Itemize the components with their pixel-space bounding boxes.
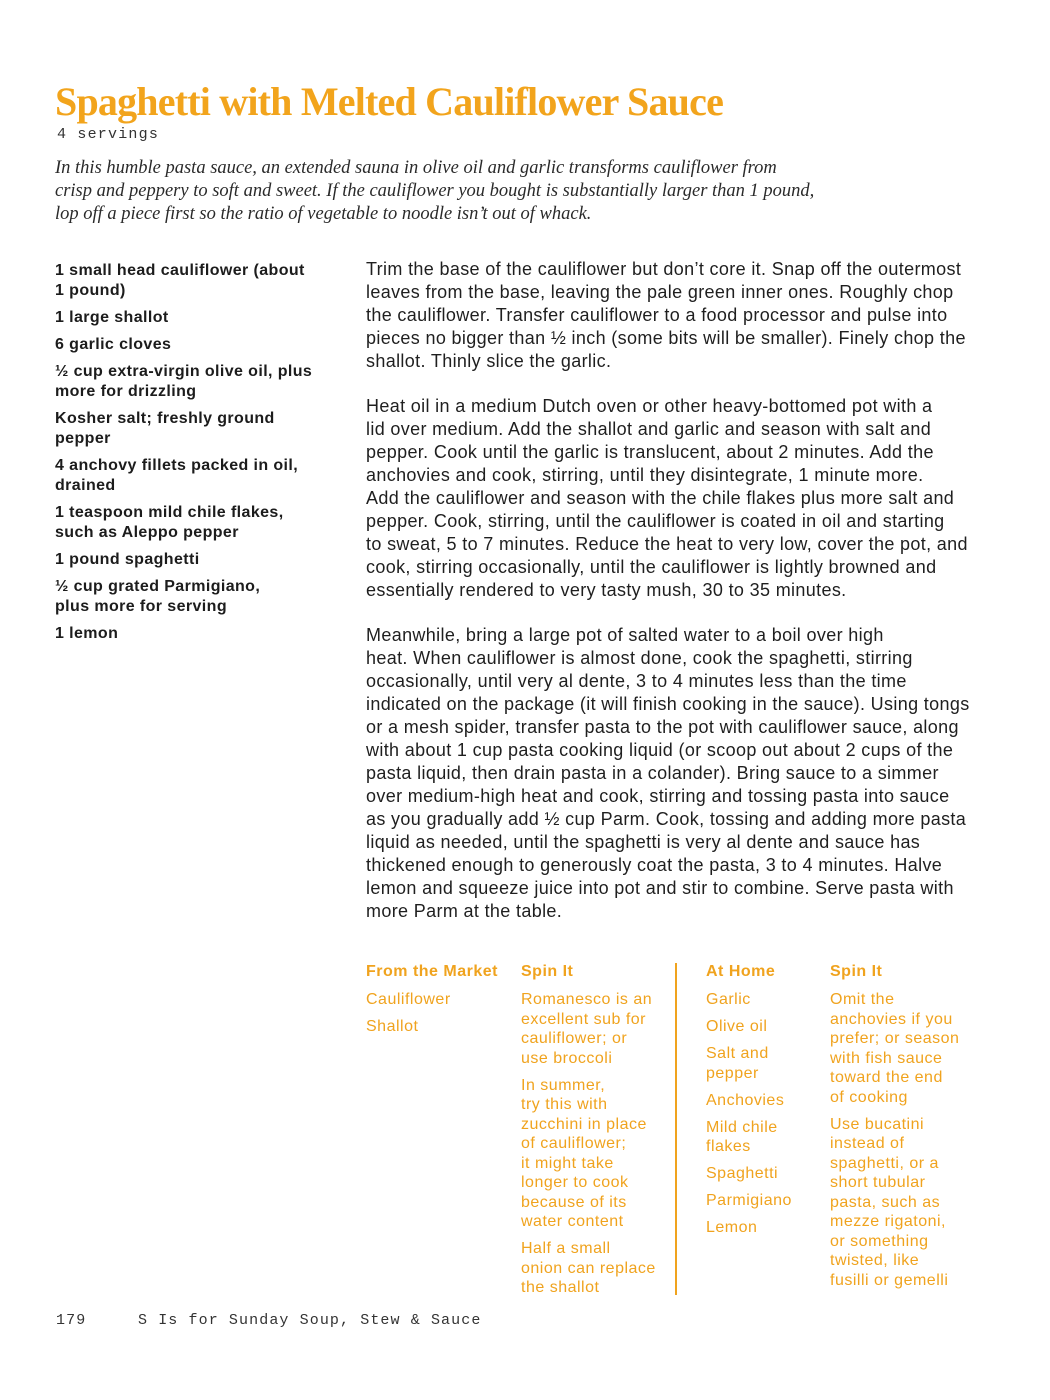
ingredient-line: pepper [55, 430, 111, 447]
method-line: over medium-high heat and cook, stirring and tossing pasta into sauce [366, 786, 950, 806]
spin-it-tip-line: Romanesco is an [521, 991, 653, 1008]
spin-it-tip-line: In summer, [521, 1076, 606, 1094]
spin-it-tip-line: of cooking [830, 1088, 908, 1106]
ingredient-item [55, 261, 345, 301]
ingredient-item [55, 456, 345, 496]
at-home-heading: At Home [706, 963, 776, 980]
spin-it-tip-line: Half a small [521, 1240, 611, 1257]
intro-line: lop off a piece first so the ratio of vegetable to noodle isn’t out of whack. [55, 204, 592, 224]
recipe-intro [55, 157, 814, 226]
method-line: pasta liquid, then drain pasta in a colander). Bring sauce to a simmer [366, 763, 939, 783]
spin-it-tip-line: prefer; or season [830, 1030, 960, 1047]
pantry-item [706, 1044, 792, 1083]
method-line: liquid as needed, until the spaghetti is very al dente and sauce has [366, 832, 921, 852]
intro-line: crisp and peppery to soft and sweet. If the cauliflower you bought is substantially larger than 1 pound, [55, 181, 815, 201]
ingredient-line: drained [55, 477, 116, 494]
method-line: anchovies and cook, stirring, until they disintegrate, 1 minute more. [366, 465, 924, 485]
pantry-item [706, 990, 792, 1010]
method-paragraph [366, 258, 1006, 373]
method-line: leaves from the base, leaving the pale green inner ones. Roughly chop [366, 282, 954, 302]
spin-it-tip-line: toward the end [830, 1069, 943, 1086]
ingredient-item [55, 362, 345, 402]
pantry-item [706, 1164, 792, 1184]
home-spin-it-heading: Spin It [830, 963, 883, 980]
ingredient-line: ½ cup extra-virgin olive oil, plus [55, 363, 313, 380]
spin-it-tip-line: use broccoli [521, 1049, 613, 1067]
spin-it-tip-line: try this with [521, 1096, 608, 1113]
method-line: Meanwhile, bring a large pot of salted water to a boil over high [366, 625, 884, 645]
ingredient-line: 6 garlic cloves [55, 336, 172, 353]
spin-it-tip-line: Use bucatini [830, 1115, 925, 1133]
pantry-item-line: Lemon [706, 1219, 758, 1236]
spin-it-tip-line: fusilli or gemelli [830, 1271, 949, 1289]
method-line: thickened enough to generously coat the pasta, 3 to 4 minutes. Halve [366, 855, 943, 875]
ingredient-item [55, 577, 345, 617]
pantry-item-line: Salt and [706, 1045, 769, 1062]
method-line: the cauliflower. Transfer cauliflower to a food processor and pulse into [366, 305, 948, 325]
pantry-item [706, 1218, 792, 1238]
method-paragraph [366, 395, 1006, 602]
spin-it-tip-line: cauliflower; or [521, 1030, 628, 1047]
spin-it-tip-line: water content [521, 1213, 624, 1230]
spin-it-tip-line: mezze rigatoni, [830, 1213, 946, 1230]
pantry-item [706, 1017, 792, 1037]
home-spin-it-column [830, 962, 959, 1298]
ingredient-line: 1 small head cauliflower (about [55, 262, 305, 279]
pantry-item [706, 1118, 792, 1157]
intro-line: In this humble pasta sauce, an extended sauna in olive oil and garlic transforms cauliflower from [55, 158, 777, 178]
method-paragraph [366, 624, 1006, 923]
at-home-column [706, 962, 792, 1245]
market-item-line: Shallot [366, 1018, 419, 1035]
spin-it-tip-line: or something [830, 1232, 929, 1250]
ingredient-item [55, 503, 345, 543]
spin-it-tip-line: with fish sauce [830, 1049, 943, 1067]
method-line: with about 1 cup pasta cooking liquid (or scoop out about 2 cups of the [366, 740, 954, 760]
ingredient-line: 1 teaspoon mild chile flakes, [55, 504, 284, 521]
spin-it-tip-line: anchovies if you [830, 1010, 953, 1028]
method-line: more Parm at the table. [366, 901, 563, 921]
method-line: lid over medium. Add the shallot and garlic and season with salt and [366, 419, 932, 439]
spin-it-tip [521, 990, 656, 1068]
method-line: shallot. Thinly slice the garlic. [366, 351, 612, 371]
pantry-item-line: Garlic [706, 991, 751, 1008]
ingredient-item [55, 550, 345, 570]
ingredient-line: more for drizzling [55, 383, 197, 400]
method-line: Trim the base of the cauliflower but don’t core it. Snap off the outermost [366, 259, 962, 279]
ingredient-line: 4 anchovy fillets packed in oil, [55, 457, 299, 474]
ingredient-line: plus more for serving [55, 598, 227, 615]
ingredient-line: Kosher salt; freshly ground [55, 410, 275, 427]
method-line: to sweat, 5 to 7 minutes. Reduce the heat to very low, cover the pot, and [366, 534, 968, 554]
method-line: Heat oil in a medium Dutch oven or other heavy-bottomed pot with a [366, 396, 933, 416]
spin-it-tip-line: the shallot [521, 1279, 600, 1296]
market-item-line: Cauliflower [366, 991, 451, 1008]
method-line: pepper. Cook until the garlic is translucent, about 2 minutes. Add the [366, 442, 934, 462]
market-spin-it-column [521, 962, 656, 1305]
ingredient-line: 1 pound spaghetti [55, 551, 200, 568]
market-item [366, 1017, 498, 1037]
spin-it-tip-line: because of its [521, 1193, 627, 1211]
from-the-market-column [366, 962, 498, 1044]
ingredient-line: 1 large shallot [55, 309, 169, 326]
page-number: 179 [56, 1312, 87, 1329]
method-steps [366, 258, 1006, 945]
spin-it-tip-line: zucchini in place [521, 1115, 647, 1133]
pantry-item-line: Olive oil [706, 1018, 768, 1035]
spin-it-tip-line: Omit the [830, 991, 895, 1008]
recipe-title: Spaghetti with Melted Cauliflower Sauce [55, 79, 724, 124]
column-divider [675, 963, 677, 1295]
ingredient-line: 1 pound) [55, 282, 126, 299]
ingredient-line: such as Aleppo pepper [55, 524, 239, 541]
pantry-item-line: flakes [706, 1138, 751, 1155]
spin-it-tip [521, 1239, 656, 1298]
spin-it-tip [521, 1076, 656, 1232]
ingredient-item [55, 335, 345, 355]
ingredients-list [55, 261, 345, 651]
method-line: cook, stirring occasionally, until the cauliflower is lightly browned and [366, 557, 937, 577]
spin-it-tip-line: of cauliflower; [521, 1135, 627, 1152]
method-line: essentially rendered to very tasty mush, 30 to 35 minutes. [366, 580, 847, 600]
spin-it-tip-line: onion can replace [521, 1259, 656, 1277]
pantry-item-line: pepper [706, 1064, 759, 1082]
spin-it-tip [830, 1115, 959, 1291]
method-line: pieces no bigger than ½ inch (some bits will be smaller). Finely chop the [366, 328, 966, 348]
pantry-item-line: Anchovies [706, 1091, 785, 1109]
pantry-item-line: Spaghetti [706, 1165, 779, 1182]
spin-it-tip-line: instead of [830, 1135, 905, 1152]
ingredient-line: 1 lemon [55, 625, 119, 642]
method-line: occasionally, until very al dente, 3 to 4 minutes less than the time [366, 671, 907, 691]
pantry-item [706, 1191, 792, 1211]
pantry-item-line: Mild chile [706, 1118, 778, 1136]
method-line: lemon and squeeze juice into pot and stir to combine. Serve pasta with [366, 878, 954, 898]
ingredient-line: ½ cup grated Parmigiano, [55, 578, 261, 595]
method-line: as you gradually add ½ cup Parm. Cook, tossing and adding more pasta [366, 809, 967, 829]
market-item [366, 990, 498, 1010]
method-line: heat. When cauliflower is almost done, cook the spaghetti, stirring [366, 648, 913, 668]
ingredient-item [55, 624, 345, 644]
method-line: or a mesh spider, transfer pasta to the pot with cauliflower sauce, along [366, 717, 959, 737]
pantry-item-line: Parmigiano [706, 1192, 792, 1209]
from-the-market-heading: From the Market [366, 963, 498, 980]
book-title-footer: S Is for Sunday Soup, Stew & Sauce [138, 1312, 482, 1329]
spin-it-tip-line: twisted, like [830, 1252, 920, 1269]
spin-it-tip [830, 990, 959, 1107]
spin-it-tip-line: pasta, such as [830, 1193, 941, 1211]
spin-it-tip-line: excellent sub for [521, 1010, 647, 1028]
method-line: pepper. Cook, stirring, until the cauliflower is coated in oil and starting [366, 511, 945, 531]
ingredient-item [55, 308, 345, 328]
ingredient-item [55, 409, 345, 449]
servings-label: 4 servings [57, 126, 160, 143]
spin-it-tip-line: short tubular [830, 1174, 926, 1191]
spin-it-tip-line: it might take [521, 1154, 614, 1172]
pantry-item [706, 1091, 792, 1111]
method-line: Add the cauliflower and season with the chile flakes plus more salt and [366, 488, 955, 508]
spin-it-tip-line: spaghetti, or a [830, 1154, 939, 1172]
spin-it-tip-line: longer to cook [521, 1174, 629, 1191]
method-line: indicated on the package (it will finish cooking in the sauce). Using tongs [366, 694, 970, 714]
market-spin-it-heading: Spin It [521, 963, 574, 980]
